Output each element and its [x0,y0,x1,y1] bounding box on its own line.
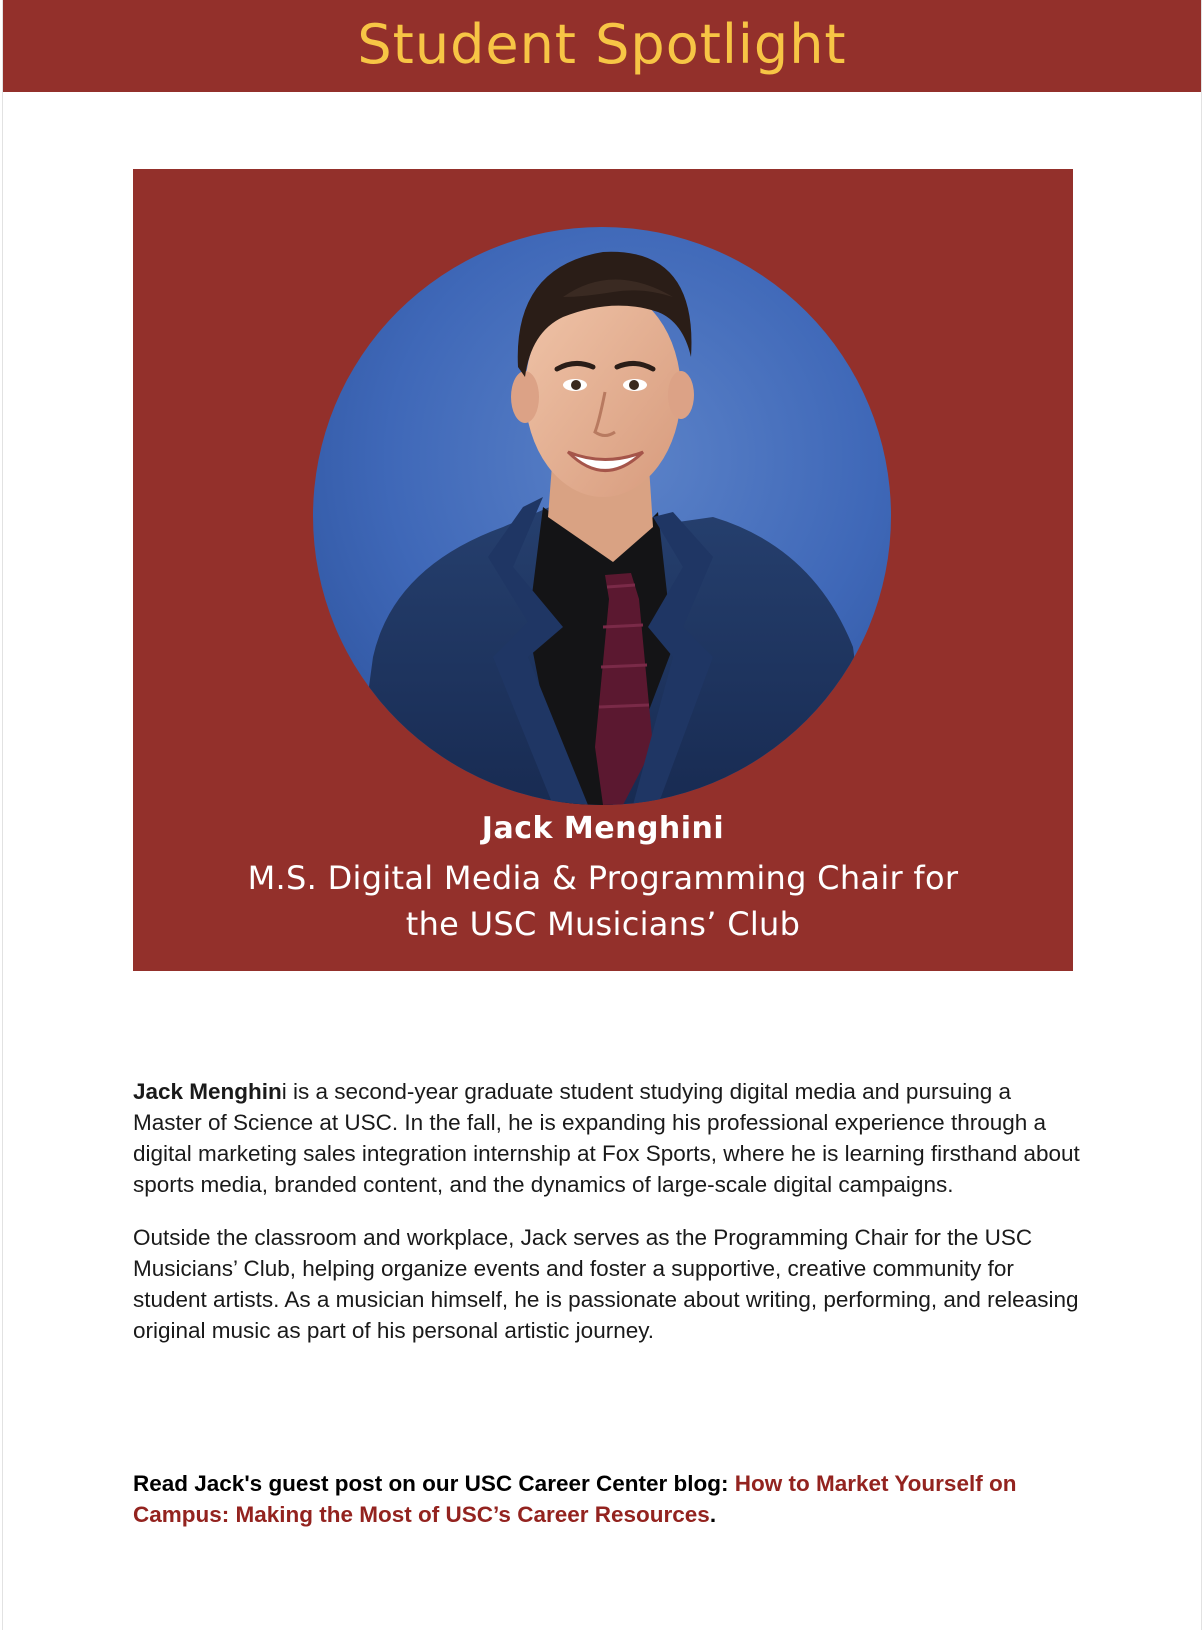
blog-callout-period: . [709,1502,717,1527]
blog-callout [133,1468,1083,1530]
blog-post-link[interactable]: How to Market Yourself on Campus: Making the Most of USC’s Career Resources [133,1471,1017,1527]
header-banner [3,0,1201,92]
blog-callout-lead: Read Jack's guest post on our USC Career Center blog: [133,1471,735,1496]
bio-paragraph-2: Outside the classroom and workplace, Jack serves as the Programming Chair for the USC Musicians’ Club, helping organize events and foster a supportive, creative community for student artists. As a musician himself, he is passionate about writing, performing, and releasing original music as part of his personal artistic journey. [133,1225,1079,1343]
spotlight-hero-card [133,169,1073,971]
page-title: Student Spotlight [357,12,847,76]
bio-paragraph-1-text: i is a second-year graduate student studying digital media and pursuing a Master of Science at USC. In the fall, he is expanding his professional experience through a digital marketing sales integration internship at Fox Sports, where he is learning firsthand about sports media, branded content, and the dynamics of large-scale digital campaigns. [133,1079,1080,1197]
bio-student-name: Jack Menghin [133,1079,282,1104]
student-role-line-2: the USC Musicians’ Club [405,905,801,943]
student-role-line-1: M.S. Digital Media & Programming Chair for [247,859,959,897]
student-bio [133,1076,1083,1368]
headshot-photo [313,227,891,805]
student-headshot [313,227,891,805]
student-name: Jack Menghini [481,811,725,846]
bio-paragraph-1 [133,1076,1083,1200]
student-role [193,855,1013,947]
newsletter-page [2,0,1202,1630]
